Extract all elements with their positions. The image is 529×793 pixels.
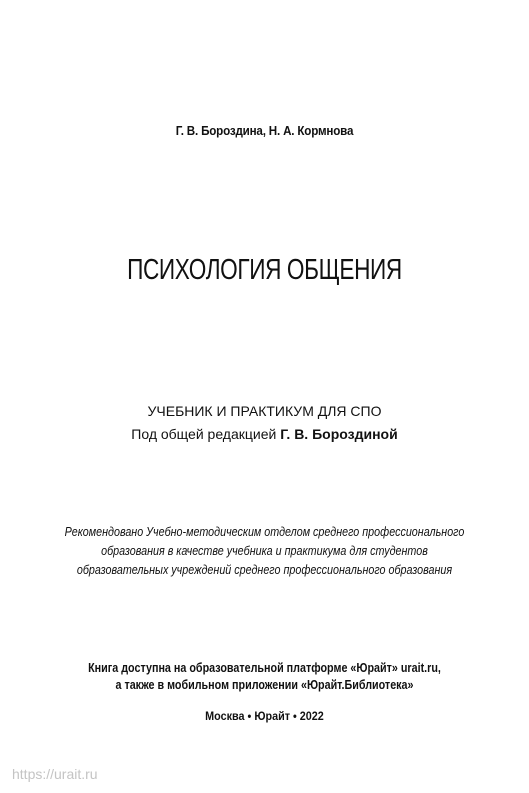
platform-line: Книга доступна на образовательной платформе «Юрайт» urait.ru,	[88, 661, 441, 675]
authors: Г. В. Бороздина, Н. А. Кормнова	[175, 124, 354, 138]
editor-prefix: Под общей редакцией	[131, 426, 281, 442]
watermark-url: https://urait.ru	[12, 766, 98, 782]
book-subtitle: УЧЕБНИК И ПРАКТИКУМ ДЛЯ СПО	[147, 403, 382, 419]
platform-line: а также в мобильном приложении «Юрайт.Библиотека»	[115, 678, 414, 692]
recommendation-line: образования в качестве учебника и практикума для студентов	[101, 544, 428, 558]
recommendation-line: образовательных учреждений среднего профессионального образования	[76, 563, 453, 577]
imprint: Москва • Юрайт • 2022	[205, 709, 324, 723]
recommendation-note	[37, 523, 492, 580]
platform-note	[37, 660, 492, 694]
book-title: ПСИХОЛОГИЯ ОБЩЕНИЯ	[127, 254, 402, 286]
recommendation-line: Рекомендовано Учебно-методическим отделом среднего профессионального	[64, 525, 465, 539]
editor-name: Г. В. Бороздиной	[280, 426, 398, 442]
editor-line	[0, 426, 529, 442]
